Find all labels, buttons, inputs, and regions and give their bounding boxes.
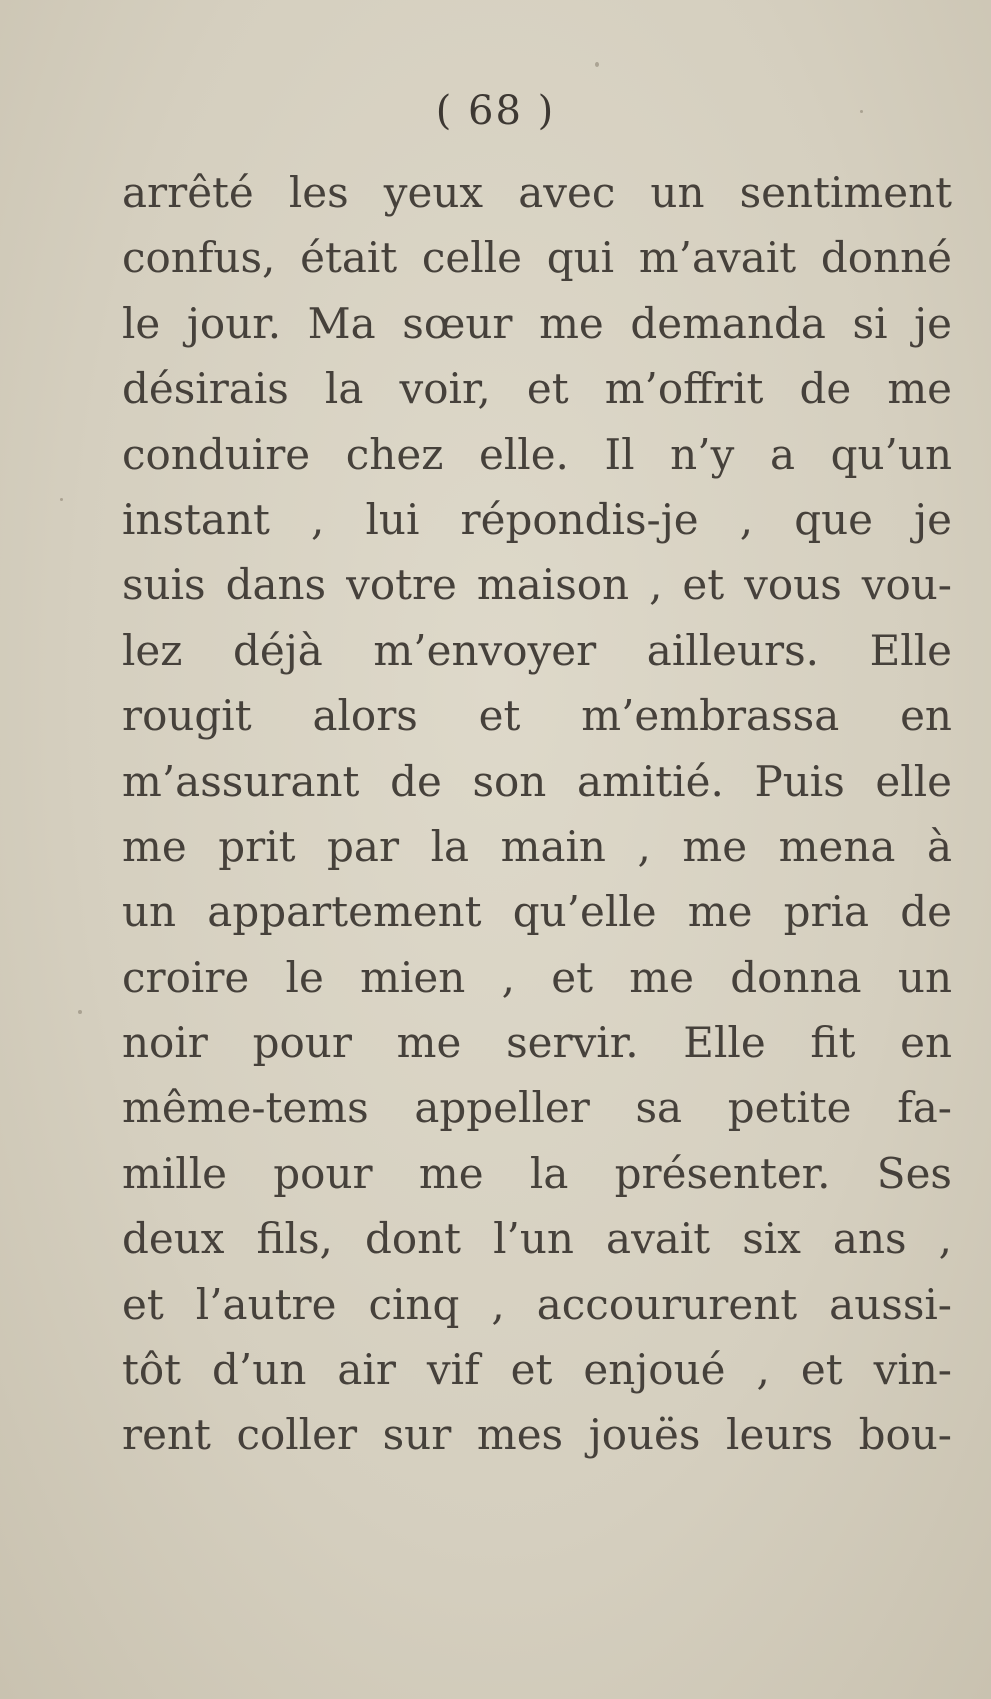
text-line: et l’autre cinq , accoururent aussi- [122, 1279, 952, 1329]
paper-speck [595, 62, 599, 67]
text-line: rent coller sur mes jouës leurs bou- [122, 1410, 952, 1460]
text-line: rougit alors et m’embrassa en [122, 691, 952, 741]
paper-speck [60, 498, 63, 501]
text-line: suis dans votre maison , et vous vou- [122, 560, 952, 610]
text-line: instant , lui répondis-je , que je [122, 494, 952, 544]
paper-speck [860, 110, 863, 113]
text-line: tôt d’un air vif et enjoué , et vin- [122, 1345, 952, 1395]
paper-speck [78, 1010, 82, 1014]
text-line: conduire chez elle. Il n’y a qu’un [122, 429, 952, 479]
page-number: ( 68 ) [435, 88, 556, 134]
text-line: croire le mien , et me donna un [122, 952, 952, 1002]
text-line: arrêté les yeux avec un sentiment [122, 168, 952, 217]
text-line: le jour. Ma sœur me demanda si je [122, 298, 952, 348]
text-line: désirais la voir, et m’offrit de me [122, 364, 952, 414]
text-line: mille pour me la présenter. Ses [122, 1148, 952, 1198]
text-line: lez déjà m’envoyer ailleurs. Elle [122, 625, 952, 675]
text-line: me prit par la main , me mena à [122, 821, 952, 871]
text-line: deux fils, dont l’un avait six ans , [122, 1214, 952, 1264]
body-text [122, 160, 952, 1468]
text-line: même-tems appeller sa petite fa- [122, 1083, 952, 1133]
text-line: m’assurant de son amitié. Puis elle [122, 756, 952, 806]
text-line: un appartement qu’elle me pria de [122, 887, 952, 937]
text-line: confus, était celle qui m’avait donné [122, 233, 952, 283]
text-line: noir pour me servir. Elle fit en [122, 1018, 952, 1068]
